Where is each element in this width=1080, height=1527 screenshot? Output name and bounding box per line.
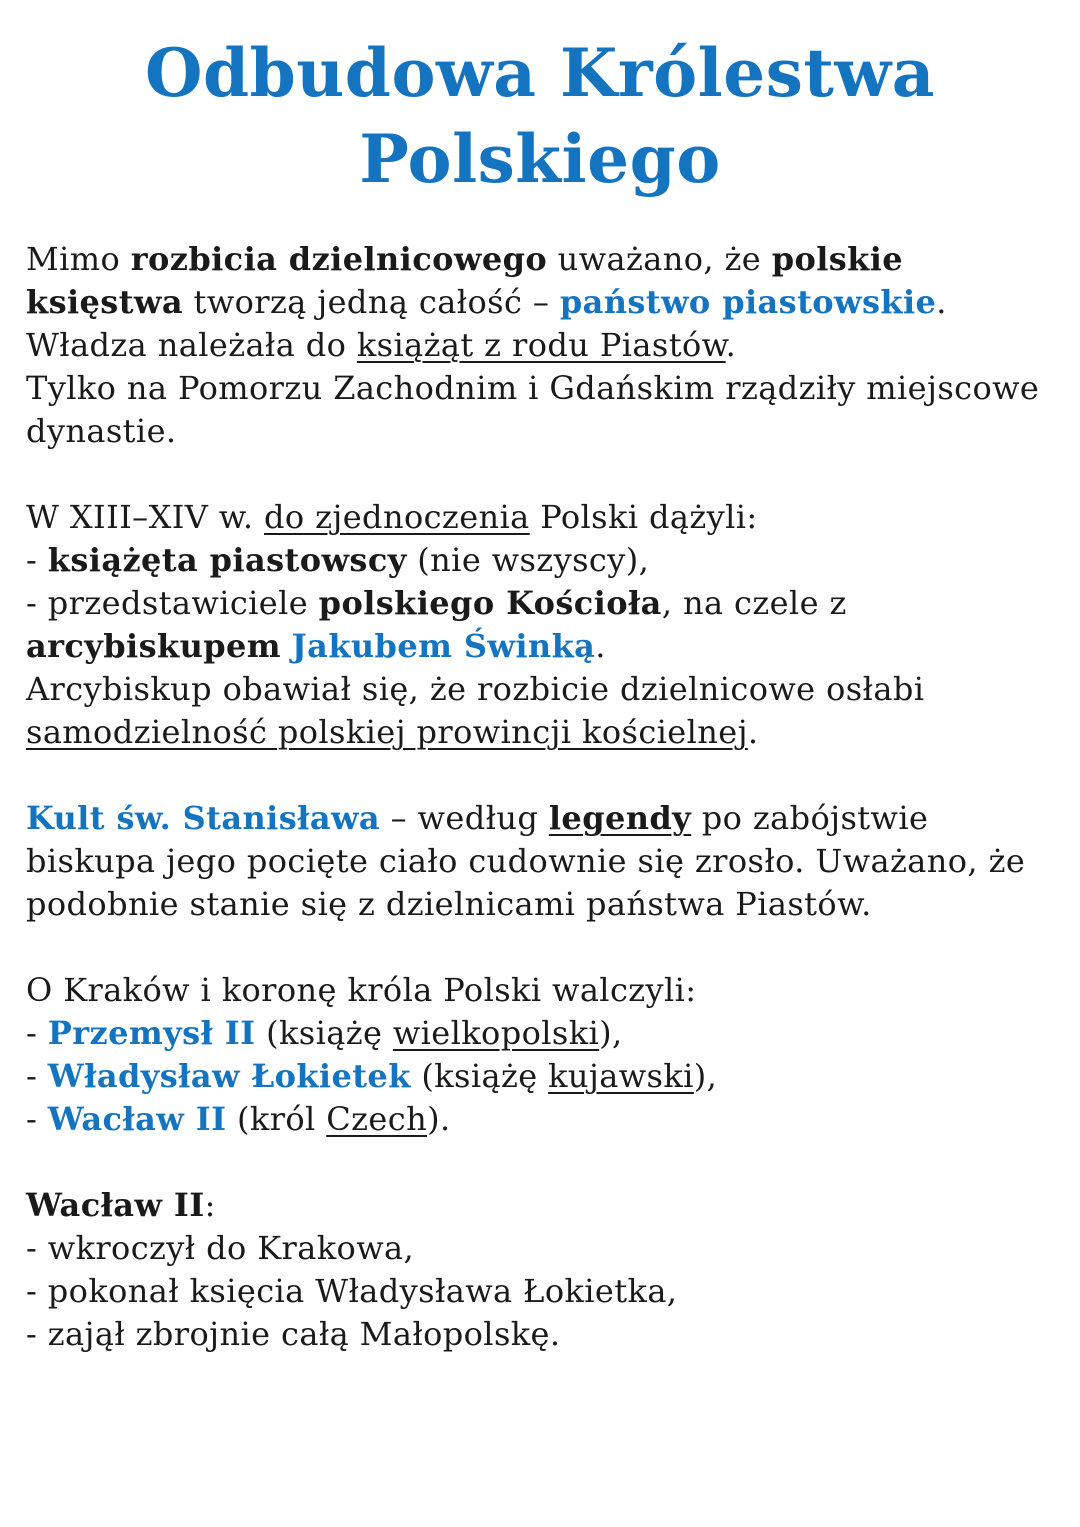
text: Arcybiskup obawiał się, że rozbicie dzielnicowe osłabi [26,670,925,708]
underlined-region: kujawski [548,1057,694,1095]
text: . [747,713,759,751]
name-waclaw: Wacław II [47,1100,227,1138]
paragraph-cult-stanislaw [26,797,1066,926]
list-item [26,1014,623,1052]
term-rozbicie: rozbicia dzielnicowego [130,240,548,278]
document-body [26,238,1066,1356]
text: Polski dążyli: [529,498,758,536]
list-dash: - [26,1057,48,1095]
term-arcybiskup: arcybiskupem [26,627,282,665]
text: (nie wszyscy), [406,541,650,579]
paragraph-waclaw [26,1184,1066,1356]
heading-waclaw: Wacław II [26,1186,205,1224]
list-item [26,1057,717,1095]
text: ), [599,1014,623,1052]
paragraph-contenders [26,969,1066,1141]
list-item [26,1100,451,1138]
text: W XIII–XIV w. [26,498,265,536]
text: Władza należała do [26,326,357,364]
underlined-region: wielkopolski [392,1014,600,1052]
text: po zabójstwie biskupa jego pocięte ciało cudownie się zrosło. Uważano, że podobnie stanie się z dzielnicami państwa Piastów. [26,799,1026,923]
term-kult-stanislawa: Kult św. Stanisława [26,799,381,837]
underlined-prowincja: samodzielność polskiej prowincji kościelnej [26,713,748,751]
list-item: - wkroczył do Krakowa, [26,1229,415,1267]
term-kosciol: polskiego Kościoła [318,584,662,622]
text: ), [693,1057,718,1095]
term-legenda: legendy [548,799,692,837]
paragraph-unification [26,496,1066,754]
title-line-1: Odbudowa Królestwa [145,34,935,112]
term-ksiestwa: polskie księstwa [26,240,904,321]
text: tworzą jedną całość – [182,283,560,321]
list-item: - pokonał księcia Władysława Łokietka, [26,1272,678,1310]
text: : [204,1186,216,1224]
title-line-2: Polskiego [359,120,721,198]
text: . [936,283,947,321]
underlined-zjednoczenie: do zjednoczenia [264,498,530,536]
text: uważano, że [547,240,772,278]
list-dash: - [26,1014,48,1052]
term-jakub-swinka: Jakubem Świnką [291,627,596,665]
text: , na czele z [661,584,847,622]
term-ksiazeta-piastowscy: książęta piastowscy [47,541,407,579]
text: – według [380,799,549,837]
underlined-ksiazeta: książąt z rodu Piastów [356,326,726,364]
list-item: - zajął zbrojnie całą Małopolskę. [26,1315,561,1353]
contenders-intro: O Kraków i koronę króla Polski walczyli: [26,971,697,1009]
text: . [595,627,606,665]
list-dash: - [26,1100,48,1138]
text: . [725,326,737,364]
underlined-region: Czech [326,1100,428,1138]
text: Mimo [26,240,131,278]
text: ). [427,1100,451,1138]
text: (król [226,1100,327,1138]
page-title [0,30,1080,202]
name-przemysl: Przemysł II [47,1014,256,1052]
text: Tylko na Pomorzu Zachodnim i Gdańskim rządziły miejscowe dynastie. [26,369,1040,450]
text: - przedstawiciele [26,584,319,622]
term-panstwo-piastowskie: państwo piastowskie [559,283,937,321]
paragraph-state-unity [26,238,1066,453]
text: (książę [410,1057,549,1095]
list-dash: - [26,541,48,579]
text: (książę [255,1014,393,1052]
space [281,627,292,665]
name-lokietek: Władysław Łokietek [47,1057,411,1095]
